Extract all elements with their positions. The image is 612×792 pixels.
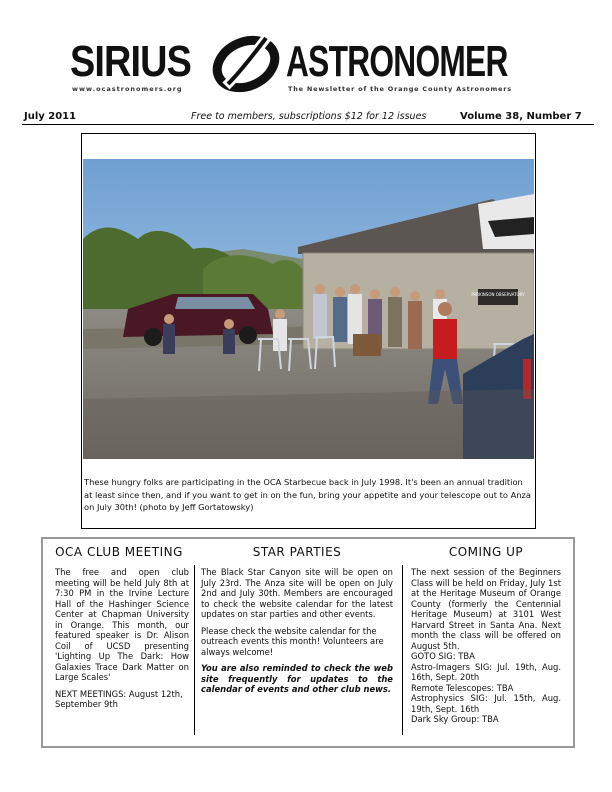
- star-parties-heading: STAR PARTIES: [252, 545, 342, 559]
- star-parties-column: [201, 545, 393, 701]
- oca-logo-icon: [208, 24, 284, 100]
- header-rule: [22, 124, 594, 125]
- photo-frame: [81, 133, 536, 529]
- coming-up-heading: COMING UP: [448, 545, 524, 559]
- issue-date: July 2011: [24, 111, 77, 122]
- reminder-text: You are also reminded to check the web site frequently for updates to the calendar of events and other club news.: [201, 663, 393, 694]
- masthead-title-right: ASTRONOMER: [286, 37, 508, 86]
- list-item: Remote Telescopes: TBA: [411, 682, 514, 693]
- list-item: Astrophysics SIG: Jul. 15th, Aug. 19th, Sept. 16th: [411, 693, 561, 714]
- list-item: Astro-Imagers SIG: Jul. 19th, Aug. 16th, Sept. 20th: [411, 661, 561, 682]
- volume-number: Volume 38, Number 7: [460, 111, 582, 122]
- list-item: Dark Sky Group: TBA: [411, 714, 499, 724]
- beginners-class-text: The next session of the Beginners Class will be held on Friday, July 1st at the Heritage Museum of Orange County (formerly the Centennial Heritage Museum) at 3101 West Harvard Street in Santa Ana. Next month the class will be offered on August 5th.: [411, 567, 561, 651]
- club-meeting-text: The free and open club meeting will be held July 8th at 7:30 PM in the Irvine Lecture Hall of the Hashinger Science Center at Chapman University in Orange. This month, our featured speaker is Dr. Alison Coil of UCSD presenting 'Lighting Up The Dark: How Galaxies Trace Dark Matter on Large Scales': [55, 567, 189, 682]
- masthead-title-left: SIRIUS: [70, 37, 192, 86]
- website-url: www.ocastronomers.org: [72, 85, 183, 93]
- coming-up-column: [411, 545, 561, 725]
- subscription-note: Free to members, subscriptions $12 for 12 issues: [191, 111, 427, 122]
- next-meetings-text: NEXT MEETINGS: August 12th, September 9th: [55, 688, 183, 709]
- column-divider: [402, 565, 403, 735]
- events-box: [41, 537, 575, 748]
- club-meeting-column: [49, 545, 189, 716]
- starbecue-photo: [83, 159, 534, 459]
- observatory-sign: PARKINSON OBSERVATORY: [471, 292, 525, 297]
- photo-caption: These hungry folks are participating in the OCA Starbecue back in July 1998. It's been an annual tradition at least since then, and if you want to get in on the fun, bring your appetite and your telescope out to Anza on July 30th! (photo by Jeff Gortatowsky): [84, 477, 531, 512]
- masthead-tagline: The Newsletter of the Orange County Astronomers: [288, 85, 512, 93]
- list-item: GOTO SIG: TBA: [411, 651, 475, 661]
- column-divider: [194, 565, 195, 735]
- star-parties-text: The Black Star Canyon site will be open on July 23rd. The Anza site will be open on July 2nd and July 30th. Members are encouraged to check the website calendar for the latest updates on star parties and other events.: [201, 567, 393, 619]
- club-meeting-heading: OCA CLUB MEETING: [55, 545, 183, 559]
- outreach-text: Please check the website calendar for the outreach events this month! Volunteers are always welcome!: [201, 625, 384, 657]
